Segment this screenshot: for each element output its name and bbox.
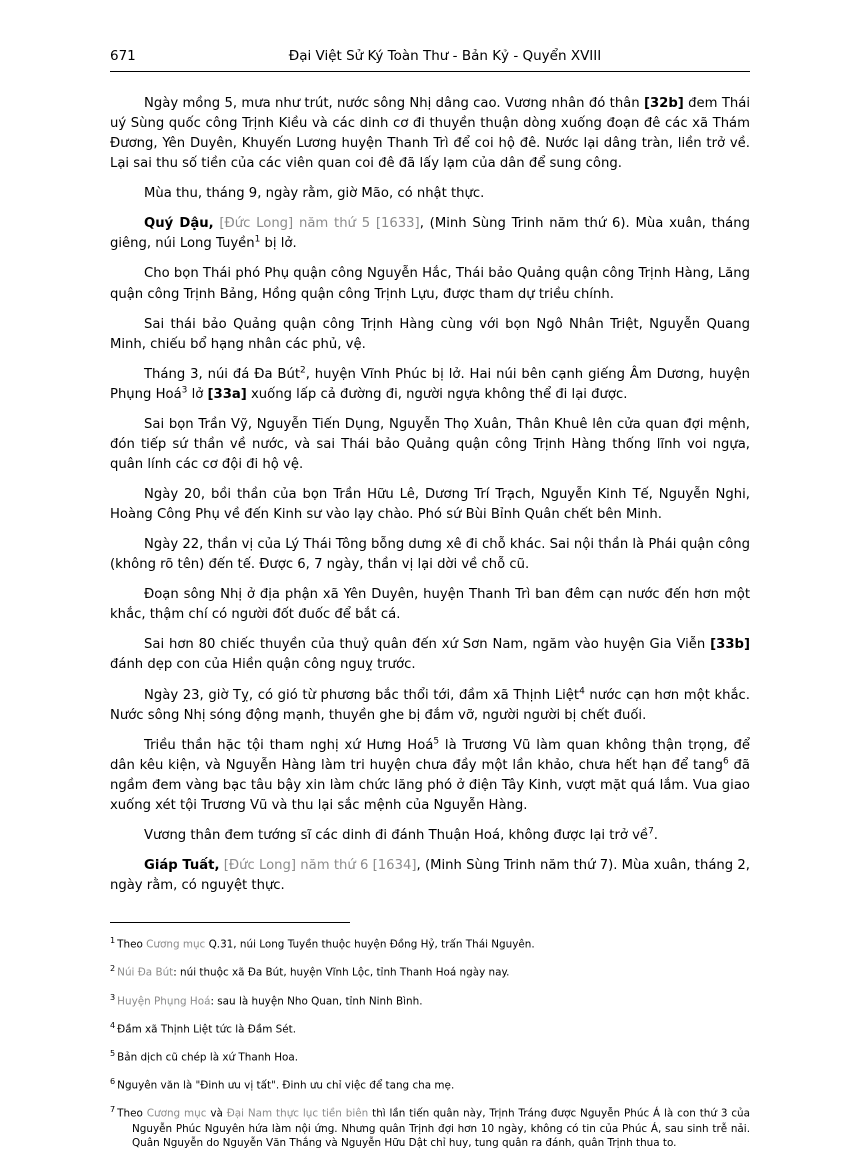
text-run: Tháng 3, núi đá Đa Bút (144, 366, 300, 382)
paragraph (110, 535, 750, 575)
emphasis-text: [33a] (207, 386, 247, 402)
page-header (110, 48, 750, 72)
text-run: Cho bọn Thái phó Phụ quận công Nguyễn Hắc, Thái bảo Quảng quận công Trịnh Hàng, Lăng quận công Trịnh Bảng, Hồng quận công Trịnh Lựu, được tham dự triều chính. (110, 266, 750, 302)
annotation-text: Cương mục (146, 1107, 207, 1120)
paragraph (110, 826, 750, 846)
paragraph (110, 415, 750, 475)
annotation-text: Đại Nam thực lục tiền biên (226, 1107, 369, 1120)
text-run: Theo (117, 1107, 147, 1120)
paragraph (110, 585, 750, 625)
text-run: Sai thái bảo Quảng quận công Trịnh Hàng cùng với bọn Ngô Nhân Triệt, Nguyễn Quang Minh, chiếu bổ hạng nhân các phủ, vệ. (110, 316, 750, 352)
paragraph (110, 485, 750, 525)
paragraph (110, 856, 750, 896)
text-run: đã ngầm đem vàng bạc tâu bậy xin làm chức lăng phó ở điện Tây Kinh, vượt mặt quá lắm. Vua giao xuống xét tội Trương Vũ và thu lại sắc mệnh của Nguyễn Hàng. (110, 757, 750, 813)
footnote-marker: 4 (110, 1019, 116, 1030)
paragraph (110, 315, 750, 355)
footnote-item (110, 1048, 750, 1065)
footnote-item (110, 992, 750, 1009)
footnote-marker: 7 (110, 1104, 116, 1115)
paragraph (110, 264, 750, 304)
text-run: , (Minh Sùng Trinh năm thứ 7). Mùa xuân, tháng 2, ngày rằm, có nguyệt thực. (110, 857, 750, 893)
paragraph (110, 635, 750, 675)
footnote-reference: 2 (300, 365, 306, 376)
text-run: Bản dịch cũ chép là xứ Thanh Hoa. (117, 1051, 299, 1064)
text-run: lở (187, 386, 208, 402)
paragraph (110, 736, 750, 816)
text-run: thì lần tiến quân này, Trịnh Tráng được Nguyễn Phúc Á là con thứ 3 của Nguyễn Phúc Nguyên hứa làm nội ứng. Nhưng quân Trịnh đợi hơn 10 ngày, không có tin của Phúc Á, sau sinh trễ nải. Quân Nguyễn do Nguyễn Văn Thắng và Nguyễn Hữu Dật chỉ huy, tung quân ra đánh, quân Trịnh thua to. (132, 1107, 750, 1150)
header-title: Đại Việt Sử Ký Toàn Thư - Bản Kỷ - Quyển XVIII (288, 48, 602, 64)
emphasis-text: [33b] (710, 637, 750, 653)
footnote-reference: 4 (579, 686, 585, 697)
text-run: Ngày 20, bồi thần của bọn Trần Hữu Lê, Dương Trí Trạch, Nguyễn Kinh Tế, Nguyễn Nghi, Hoàng Công Phụ về đến Kinh sư vào lạy chào. Phó sứ Bùi Bỉnh Quân chết bên Minh. (110, 487, 750, 523)
paragraph (110, 686, 750, 726)
text-run: . (653, 827, 658, 843)
annotation-text: Núi Đa Bút (117, 966, 174, 979)
text-run: Ngày 22, thần vị của Lý Thái Tông bỗng dưng xê đi chỗ khác. Sai nội thần là Phái quận công (không rõ tên) đến tế. Được 6, 7 ngày, thần vị lại dời về chỗ cũ. (110, 537, 750, 573)
text-run: là Trương Vũ làm quan không thận trọng, để dân kêu kiện, và Nguyễn Hàng làm tri huyện chưa đầy một lần khảo, chưa hết hạn để tang (110, 737, 750, 773)
emphasis-text: [32b] (643, 96, 684, 111)
annotation-text: [Đức Long] năm thứ 5 [1633] (213, 216, 420, 232)
footnote-separator (110, 922, 350, 923)
text-run: bị lở. (260, 236, 297, 252)
paragraph (110, 365, 750, 405)
annotation-text: [Đức Long] năm thứ 6 [1634] (219, 857, 417, 873)
footnote-reference: 6 (722, 756, 729, 767)
text-run: Đầm xã Thịnh Liệt tức là Đầm Sét. (117, 1023, 297, 1036)
footnote-item (110, 1076, 750, 1093)
text-run: xuống lấp cả đường đi, người ngựa không thể đi lại được. (246, 386, 628, 402)
text-run: Đoạn sông Nhị ở địa phận xã Yên Duyên, huyện Thanh Trì ban đêm cạn nước đến hơn một khắc, thậm chí có người đốt đuốc để bắt cá. (110, 587, 750, 623)
emphasis-text: Giáp Tuất, (144, 857, 220, 873)
text-run: , (Minh Sùng Trinh năm thứ 6). Mùa xuân, tháng giêng, núi Long Tuyền (110, 216, 750, 252)
text-run: Nguyên văn là "Đinh ưu vị tất". Đinh ưu chỉ việc để tang cha mẹ. (117, 1079, 455, 1092)
body-text (110, 94, 750, 896)
text-run: : núi thuộc xã Đa Bút, huyện Vĩnh Lộc, tỉnh Thanh Hoá ngày nay. (173, 966, 510, 979)
annotation-text: Cương mục (146, 938, 206, 951)
text-run: và (206, 1107, 227, 1120)
text-run: Vương thân đem tướng sĩ các dinh đi đánh Thuận Hoá, không được lại trở về (144, 827, 649, 843)
text-run: Mùa thu, tháng 9, ngày rằm, giờ Mão, có nhật thực. (144, 186, 485, 202)
footnote-marker: 5 (110, 1048, 116, 1058)
text-run: Theo (117, 938, 147, 951)
paragraph (110, 94, 750, 174)
footnote-item (110, 1104, 750, 1151)
text-run: Ngày 23, giờ Tỵ, có gió từ phương bắc thổi tới, đầm xã Thịnh Liệt (144, 687, 580, 703)
footnote-item (110, 1020, 750, 1037)
text-run: Triều thần hặc tội tham nghị xứ Hưng Hoá (144, 737, 434, 753)
text-run: đem Thái uý Sùng quốc công Trịnh Kiều và các dinh cơ đi thuyền thuận dòng xuống đoạn đê các xã Thám Đương, Yên Duyên, Khuyến Lương huyện Thanh Trì để coi hộ đê. Nước lại dâng tràn, liền trở về. Lại sai thu số tiền của các viên quan coi đê đã lấy lạm của dân để sung công. (110, 96, 750, 172)
paragraph (110, 214, 750, 254)
text-run: Sai bọn Trần Vỹ, Nguyễn Tiến Dụng, Nguyễn Thọ Xuân, Thân Khuê lên cửa quan đợi mệnh, đón tiếp sứ thần về nước, và sai Thái bảo Quảng quận công Trịnh Hàng thống lĩnh voi ngựa, quân lính các cơ đội đi hộ vệ. (110, 416, 750, 472)
footnote-reference: 7 (648, 826, 654, 837)
footnote-marker: 2 (110, 963, 116, 974)
footnote-marker: 1 (110, 935, 116, 946)
text-run: Q.31, núi Long Tuyền thuộc huyện Đồng Hỷ, trấn Thái Nguyên. (205, 938, 535, 951)
footnote-reference: 5 (433, 736, 440, 747)
text-run: Sai hơn 80 chiếc thuyền của thuỷ quân đến xứ Sơn Nam, ngăm vào huyện Gia Viễn (144, 637, 711, 653)
text-run: đánh dẹp con của Hiền quận công nguỵ trước. (110, 657, 416, 673)
footnote-marker: 3 (110, 991, 116, 1002)
annotation-text: Huyện Phụng Hoá (117, 995, 211, 1007)
emphasis-text: Quý Dậu, (144, 216, 214, 232)
footnote-marker: 6 (110, 1076, 116, 1087)
footnote-item (110, 935, 750, 952)
text-run: , huyện Vĩnh Phúc bị lở. Hai núi bên cạnh giếng Âm Dương, huyện Phụng Hoá (110, 366, 750, 402)
paragraph (110, 184, 750, 204)
text-run: nước cạn hơn một khắc. Nước sông Nhị sóng động mạnh, thuyền ghe bị đắm vỡ, người người bị chết đuối. (110, 687, 750, 723)
footnote-reference: 3 (181, 385, 188, 396)
text-run: : sau là huyện Nho Quan, tỉnh Ninh Bình. (210, 995, 423, 1007)
footnote-reference: 1 (254, 234, 261, 245)
page-number: 671 (110, 48, 136, 64)
text-run: Ngày mồng 5, mưa như trút, nước sông Nhị dâng cao. Vương nhân đó thân (144, 96, 644, 111)
footnote-item (110, 963, 750, 980)
footnotes-section (110, 935, 750, 1151)
